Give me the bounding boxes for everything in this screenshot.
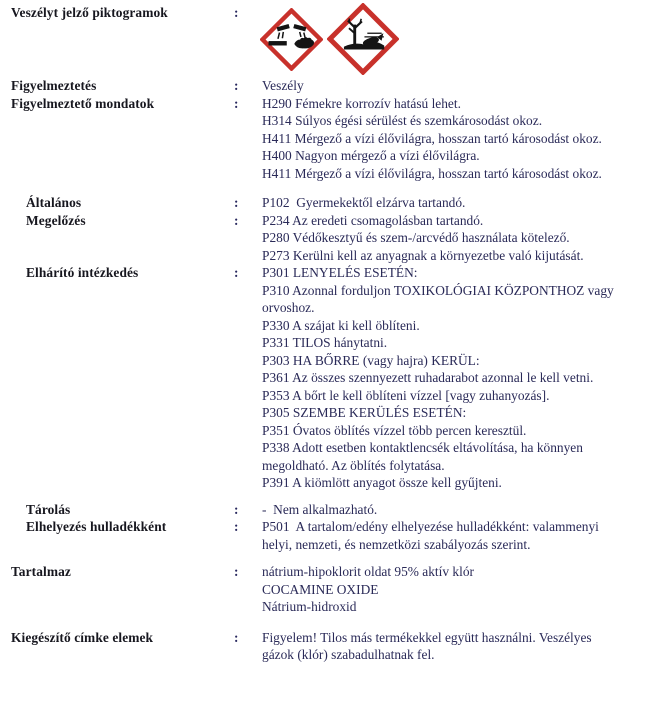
value-line: P102 Gyermekektől elzárva tartandó. <box>262 195 466 210</box>
ghs05-corrosion-pictogram <box>260 8 323 71</box>
value-line: P330 A szájat ki kell öblíteni. <box>262 317 420 333</box>
field-value-contains <box>262 563 659 616</box>
field-label-general: Általános <box>26 195 82 210</box>
colon-separator: : <box>234 629 239 645</box>
row-general <box>0 194 659 212</box>
field-label-prevention: Megelőzés <box>26 212 86 228</box>
row-hazard-pictograms <box>0 4 659 75</box>
value-line: P501 A tartalom/edény elhelyezése hulladékként: valammenyi <box>262 519 599 534</box>
field-value-disposal <box>262 518 659 553</box>
row-hazard-statements <box>0 95 659 183</box>
value-line: P234 Az eredeti csomagolásban tartandó. <box>262 212 484 228</box>
value-line: helyi, nemzeti, és nemzetközi szabályozás szerint. <box>262 536 531 552</box>
field-label-supplemental-label-elements: Kiegészítő címke elemek <box>11 629 154 645</box>
row-signal-word <box>0 77 659 95</box>
colon-separator: : <box>234 5 239 20</box>
colon-separator: : <box>234 564 239 579</box>
value-line: P280 Védőkesztyű és szem-/arcvédő használata kötelező. <box>262 230 570 245</box>
value-line: H400 Nagyon mérgező a vízi élővilágra. <box>262 148 480 163</box>
value-line: P391 A kiömlött anyagot össze kell gyűjteni. <box>262 475 502 490</box>
value-line: gázok (klór) szabadulhatnak fel. <box>262 647 435 662</box>
value-line: P338 Adott esetben kontaktlencsék eltávolítása, ha könnyen <box>262 440 583 455</box>
row-response <box>0 264 659 492</box>
field-label-disposal: Elhelyezés hulladékként <box>26 519 167 534</box>
value-line: P361 Az összes szennyezett ruhadarabot azonnal le kell vetni. <box>262 370 594 385</box>
row-prevention <box>0 212 659 265</box>
field-value-hazard-statements <box>262 95 659 183</box>
value-line: H314 Súlyos égési sérülést és szemkárosodást okoz. <box>262 113 543 128</box>
field-value-signal-word <box>262 77 659 95</box>
value-line: H411 Mérgező a vízi élővilágra, hosszan tartó károsodást okoz. <box>262 165 602 181</box>
row-contains <box>0 563 659 616</box>
field-value-general <box>262 194 659 212</box>
colon-separator: : <box>234 519 239 534</box>
field-value-response <box>262 264 659 492</box>
colon-separator: : <box>234 95 239 111</box>
field-value-hazard-pictograms <box>262 4 659 75</box>
value-line: P353 A bőrt le kell öblíteni vízzel [vagy zuhanyozás]. <box>262 387 550 403</box>
value-line: H290 Fémekre korrozív hatású lehet. <box>262 95 461 111</box>
row-disposal <box>0 518 659 553</box>
field-label-response: Elhárító intézkedés <box>26 265 139 280</box>
value-line: H411 Mérgező a vízi élővilágra, hosszan tartó károsodást okoz. <box>262 130 602 146</box>
value-line: P305 SZEMBE KERÜLÉS ESETÉN: <box>262 405 467 420</box>
value-line: orvoshoz. <box>262 300 315 315</box>
row-supplemental-label-elements <box>0 629 659 664</box>
field-label-hazard-pictograms: Veszélyt jelző piktogramok <box>11 5 168 20</box>
value-line: P310 Azonnal forduljon TOXIKOLÓGIAI KÖZPONTHOZ vagy <box>262 282 614 298</box>
value-line: Veszély <box>262 78 304 93</box>
field-label-signal-word: Figyelmeztetés <box>11 78 97 93</box>
field-value-supplemental-label-elements <box>262 629 659 664</box>
colon-separator: : <box>234 501 239 517</box>
value-line: COCAMINE OXIDE <box>262 581 379 597</box>
value-line: megoldható. Az öblítés folytatása. <box>262 457 445 473</box>
field-label-hazard-statements: Figyelmeztető mondatok <box>11 95 155 111</box>
field-value-storage <box>262 501 659 519</box>
row-storage <box>0 501 659 519</box>
hazard-pictogram-strip <box>260 3 659 75</box>
field-value-prevention <box>262 212 659 265</box>
value-line: P303 HA BŐRRE (vagy hajra) KERÜL: <box>262 352 480 368</box>
field-label-contains: Tartalmaz <box>11 564 71 579</box>
field-label-storage: Tárolás <box>26 501 71 517</box>
value-line: P351 Óvatos öblítés vízzel több percen keresztül. <box>262 422 527 438</box>
value-line: Nátrium-hidroxid <box>262 599 357 614</box>
value-line: P273 Kerülni kell az anyagnak a környezetbe való kijutását. <box>262 247 584 263</box>
colon-separator: : <box>234 212 239 228</box>
colon-separator: : <box>234 78 239 93</box>
value-line: - Nem alkalmazható. <box>262 501 378 517</box>
value-line: Figyelem! Tilos más termékekkel együtt használni. Veszélyes <box>262 629 592 645</box>
colon-separator: : <box>234 265 239 280</box>
ghs09-environment-pictogram <box>327 3 399 75</box>
value-line: P301 LENYELÉS ESETÉN: <box>262 265 418 280</box>
value-line: nátrium-hipoklorit oldat 95% aktív klór <box>262 564 474 579</box>
value-line: P331 TILOS hánytatni. <box>262 335 388 350</box>
colon-separator: : <box>234 195 239 210</box>
